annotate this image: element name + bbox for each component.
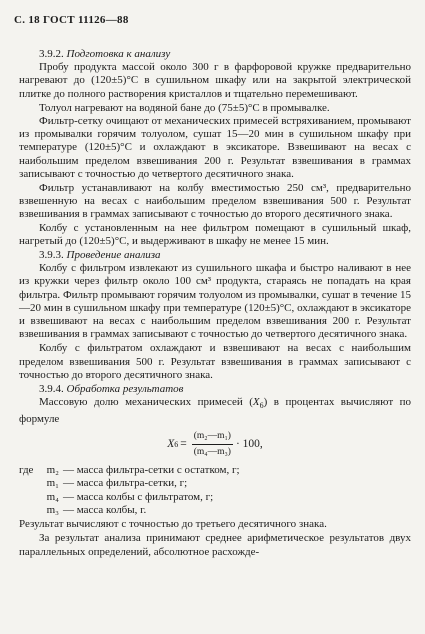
formula-numerator: (m₂—m₁) [192,430,233,445]
paragraph: За результат анализа принимают среднее арифметическое результатов двух параллельных определений, абсолютное расхожде- [19,532,411,558]
paragraph: Колбу с фильтратом охлаждают и взвешивают на весах с наибольшим пределом взвешивания 500 г. Результат взвешивания в граммах записывают с точностью до второго десятичного знака. [19,342,411,381]
paragraph: Фильтр устанавливают на колбу вместимостью 250 см³, предварительно взвешенную на весах с наибольшим пределом взвешивания 500 г. Результат взвешивания в граммах записывают с точностью до второго десятичного знака. [19,182,411,221]
section-title: Подготовка к анализу [66,48,171,60]
section-number: 3.9.2. [39,48,64,60]
section-3-9-4-heading [19,383,411,396]
formula-fraction [192,430,233,459]
legend-symbol: m₄ [46,490,59,503]
paragraph: Пробу продукта массой около 300 г в фарфоровой кружке предварительно нагревают до (120±5)°С в сушильном шкафу или на закрытой электрической плитке до полного растворения кристаллов и тщательно перемешивают. [19,61,411,100]
section-3-9-2-heading [19,48,411,61]
legend-description: — масса колбы, г. [63,503,147,516]
legend-row [19,464,411,477]
symbol: X [252,396,260,409]
paragraph: Колбу с установленным на нее фильтром помещают в сушильный шкаф, нагретый до (120±5)°С, и выдерживают в шкафу не менее 15 мин. [19,221,411,247]
document-body [19,47,411,559]
text-fragment: ) в процентах вычисляют по формуле [19,396,411,425]
legend-symbol: m₂ [46,464,59,477]
legend-row [19,477,411,490]
legend-row [19,504,411,517]
section-title: Обработка результатов [66,383,184,396]
formula-tail: · 100, [235,437,263,450]
section-title: Проведение анализа [66,249,161,262]
legend-lead: где [19,464,34,477]
formula-denominator: (m₄—m₃) [193,447,231,458]
legend-description: — масса фильтра-сетки с остатком, г; [63,464,240,477]
section-number: 3.9.3. [39,249,64,262]
legend-symbol: m₁ [46,477,59,490]
variable-legend [19,464,411,517]
legend-row [19,491,411,504]
formula-lhs-subscript: 6 [174,439,179,449]
paragraph: Фильтр-сетку очищают от механических примесей встряхиванием, промывают из промывалки горячим толуолом, сушат 15—20 мин в сушильном шкафу при температуре (120±5)°С и охлаждают в эксикаторе. Взвешивают на весах с наибольшим пределом взвешивания 200 г. Результат взвешивания в граммах записывают с точностью до четвертого десятичного знака. [19,115,411,180]
legend-description: — масса колбы с фильтратом, г; [63,490,214,503]
section-number: 3.9.4. [39,383,64,396]
text-fragment: Массовую долю механических примесей ( [39,396,253,409]
legend-description: — масса фильтра-сетки, г; [63,477,188,490]
legend-symbol: m₃ [46,503,59,516]
paragraph: Колбу с фильтром извлекают из сушильного шкафа и быстро наливают в нее из кружки через фильтр около 100 см³ продукта, стараясь не попадать на края фильтра. Фильтр промывают горячим толуолом из промывалки, сушат в течение 15—20 мин в сушильном шкафу при температуре (120±5)°С, охлаждают в эксикаторе и взвешивают на весах с наибольшим пределом взвешивания 200 г. Результат взвешивания в граммах записывают с точностью до четвертого десятичного знака. [19,262,411,341]
symbol-subscript: 6 [259,401,264,411]
formula [19,430,411,459]
paragraph: Толуол нагревают на водяной бане до (75±5)°С в промывалке. [39,101,330,114]
paragraph [19,396,411,426]
page-header: С. 18 ГОСТ 11126—88 [14,14,129,26]
section-3-9-3-heading [19,249,411,262]
formula-lhs: X [167,437,175,450]
paragraph: Результат вычисляют с точностью до третьего десятичного знака. [19,518,327,531]
formula-equals: = [180,437,187,450]
